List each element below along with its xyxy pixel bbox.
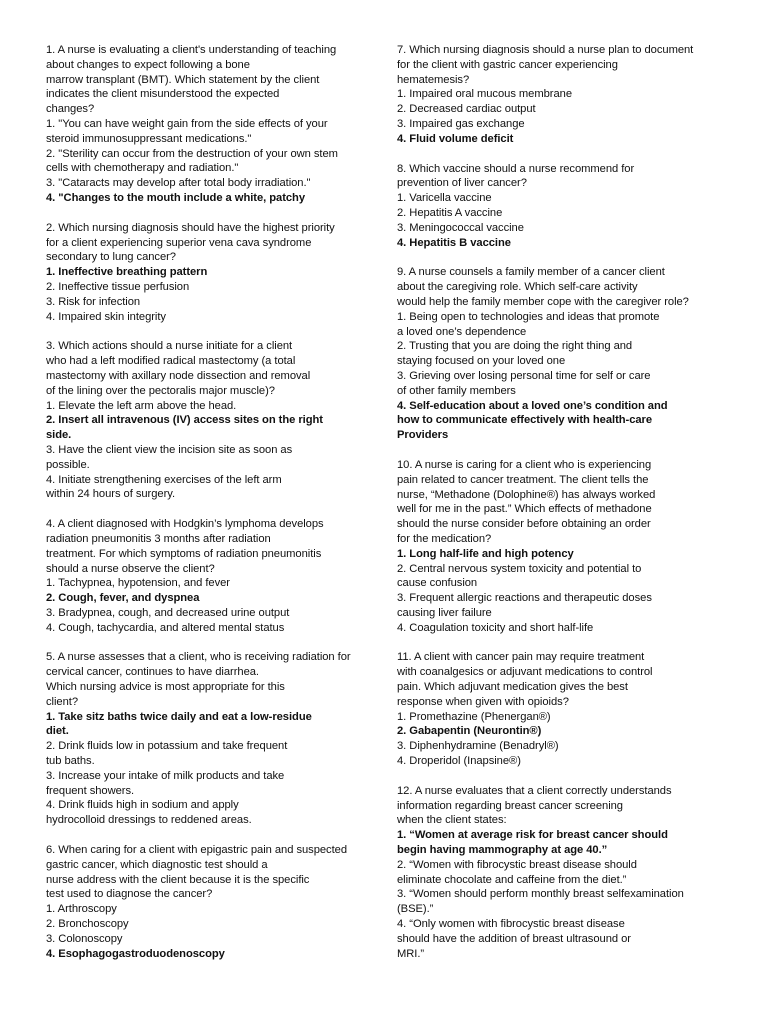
- text-line: gastric cancer, which diagnostic test should a: [46, 858, 268, 871]
- text-line: 3. Diphenhydramine (Benadryl®): [397, 740, 559, 753]
- text-line: 4. A client diagnosed with Hodgkin’s lymphoma develops: [46, 518, 324, 531]
- text-line: 2. Decreased cardiac output: [397, 103, 536, 116]
- text-line: for the client with gastric cancer experiencing: [397, 58, 618, 71]
- text-line: 2. Central nervous system toxicity and potential to: [397, 562, 642, 575]
- text-line: would help the family member cope with the caregiver role?: [397, 295, 689, 308]
- right-column: [397, 43, 737, 976]
- question-block: [46, 517, 386, 635]
- text-line: 1. A nurse is evaluating a client's understanding of teaching: [46, 44, 337, 56]
- text-line: 4. “Only women with fibrocystic breast disease: [397, 918, 625, 931]
- text-line: 2. Bronchoscopy: [46, 918, 129, 931]
- text-line: a loved one’s dependence: [397, 325, 527, 338]
- text-line: nurse address with the client because it is the specific: [46, 873, 310, 886]
- text-line: 3. Have the client view the incision site as soon as: [46, 443, 293, 456]
- text-line: (BSE).”: [397, 903, 434, 916]
- text-line: 3. Colonoscopy: [46, 932, 123, 945]
- text-line: response when given with opioids?: [397, 695, 569, 708]
- question-block: [46, 43, 386, 206]
- text-line: 3. Which actions should a nurse initiate for a client: [46, 340, 293, 353]
- text-line: 3. Grieving over losing personal time for self or care: [397, 369, 651, 382]
- text-line: nurse, “Methadone (Dolophine®) has always worked: [397, 488, 656, 501]
- text-line: MRI.”: [397, 947, 425, 960]
- question-block: [397, 458, 737, 636]
- answer-line: 1. “Women at average risk for breast cancer should: [397, 829, 668, 842]
- answer-line: diet.: [46, 725, 69, 738]
- text-line: 4. Drink fluids high in sodium and apply: [46, 799, 239, 812]
- text-line: 3. "Cataracts may develop after total body irradiation.": [46, 177, 311, 190]
- text-line: 11. A client with cancer pain may require treatment: [397, 651, 645, 664]
- text-line: 1. Being open to technologies and ideas that promote: [397, 310, 660, 323]
- text-line: 3. Frequent allergic reactions and therapeutic doses: [397, 592, 652, 605]
- text-line: cells with chemotherapy and radiation.": [46, 162, 239, 175]
- text-line: should have the addition of breast ultrasound or: [397, 932, 631, 945]
- text-line: 3. “Women should perform monthly breast selfexamination: [397, 888, 684, 901]
- text-line: of the lining over the pectoralis major muscle)?: [46, 384, 275, 397]
- text-line: 3. Meningococcal vaccine: [397, 221, 524, 234]
- question-block: [397, 784, 737, 962]
- left-column: [46, 43, 386, 976]
- text-line: 2. Drink fluids low in potassium and take frequent: [46, 740, 288, 753]
- answer-line: 4. Hepatitis B vaccine: [397, 236, 511, 249]
- text-line: 2. Trusting that you are doing the right thing and: [397, 340, 633, 353]
- text-line: pain. Which adjuvant medication gives the best: [397, 681, 628, 694]
- answer-line: begin having mammography at age 40.”: [397, 844, 608, 857]
- answer-line: 4. "Changes to the mouth include a white, patchy: [46, 191, 306, 204]
- text-line: causing liver failure: [397, 606, 492, 619]
- text-line: of other family members: [397, 384, 516, 397]
- answer-line: 1. Long half-life and high potency: [397, 547, 574, 560]
- text-line: 1. Elevate the left arm above the head.: [46, 399, 237, 412]
- text-line: with coanalgesics or adjuvant medications to control: [397, 666, 653, 679]
- text-line: who had a left modified radical mastectomy (a total: [46, 355, 296, 368]
- text-line: 2. “Women with fibrocystic breast disease should: [397, 858, 637, 871]
- text-line: mastectomy with axillary node dissection and removal: [46, 369, 311, 382]
- text-line: treatment. For which symptoms of radiation pneumonitis: [46, 547, 322, 560]
- answer-line: 2. Gabapentin (Neurontin®): [397, 725, 542, 738]
- text-line: 4. Droperidol (Inapsine®): [397, 755, 521, 768]
- answer-line: 2. Insert all intravenous (IV) access sites on the right: [46, 414, 323, 427]
- text-line: 4. Coagulation toxicity and short half-life: [397, 621, 594, 634]
- text-line: when the client states:: [397, 814, 507, 827]
- text-line: eliminate chocolate and caffeine from the diet.”: [397, 873, 627, 886]
- text-line: 1. Varicella vaccine: [397, 192, 492, 205]
- text-line: 1. Promethazine (Phenergan®): [397, 710, 551, 723]
- text-line: secondary to lung cancer?: [46, 251, 176, 264]
- text-line: 9. A nurse counsels a family member of a cancer client: [397, 266, 665, 279]
- text-line: 1. "You can have weight gain from the side effects of your: [46, 117, 328, 130]
- answer-line: Providers: [397, 429, 449, 442]
- text-line: marrow transplant (BMT). Which statement by the client: [46, 73, 320, 86]
- answer-line: 2. Cough, fever, and dyspnea: [46, 592, 200, 605]
- text-line: 10. A nurse is caring for a client who is experiencing: [397, 458, 652, 471]
- text-line: 1. Arthroscopy: [46, 903, 117, 916]
- text-line: radiation pneumonitis 3 months after radiation: [46, 532, 271, 545]
- text-line: 4. Impaired skin integrity: [46, 310, 166, 323]
- text-line: 5. A nurse assesses that a client, who is receiving radiation for: [46, 651, 351, 664]
- answer-line: 1. Take sitz baths twice daily and eat a low-residue: [46, 710, 312, 723]
- answer-line: 4. Fluid volume deficit: [397, 132, 514, 145]
- text-line: steroid immunosuppressant medications.": [46, 132, 252, 145]
- text-line: cervical cancer, continues to have diarrhea.: [46, 666, 259, 679]
- text-line: Which nursing advice is most appropriate for this: [46, 681, 285, 694]
- answer-line: 4. Esophagogastroduodenoscopy: [46, 947, 225, 960]
- text-line: should the nurse consider before obtaining an order: [397, 518, 651, 531]
- text-line: 8. Which vaccine should a nurse recommend for: [397, 162, 635, 175]
- text-line: test used to diagnose the cancer?: [46, 888, 213, 901]
- text-line: 12. A nurse evaluates that a client correctly understands: [397, 784, 672, 797]
- text-line: for a client experiencing superior vena cava syndrome: [46, 236, 312, 249]
- text-line: well for me in the past.” Which effects of methadone: [397, 503, 652, 516]
- answer-line: side.: [46, 429, 72, 442]
- question-block: [46, 339, 386, 502]
- text-line: 2. Ineffective tissue perfusion: [46, 280, 190, 293]
- text-line: should a nurse observe the client?: [46, 562, 215, 575]
- text-line: 7. Which nursing diagnosis should a nurse plan to document: [397, 44, 694, 56]
- text-line: 3. Risk for infection: [46, 295, 141, 308]
- answer-line: how to communicate effectively with health-care: [397, 414, 653, 427]
- text-line: hydrocolloid dressings to reddened areas.: [46, 814, 252, 827]
- text-line: 6. When caring for a client with epigastric pain and suspected: [46, 844, 347, 857]
- text-line: for the medication?: [397, 532, 492, 545]
- question-block: [397, 162, 737, 251]
- text-line: changes?: [46, 103, 95, 116]
- text-line: about changes to expect following a bone: [46, 58, 250, 71]
- text-line: 4. Initiate strengthening exercises of the left arm: [46, 473, 282, 486]
- text-line: frequent showers.: [46, 784, 135, 797]
- question-block: [397, 650, 737, 768]
- text-line: 2. "Sterility can occur from the destruction of your own stem: [46, 147, 338, 160]
- text-line: 3. Increase your intake of milk products and take: [46, 769, 285, 782]
- text-line: staying focused on your loved one: [397, 355, 566, 368]
- text-line: about the caregiving role. Which self-care activity: [397, 281, 638, 294]
- answer-line: 4. Self-education about a loved one’s condition and: [397, 399, 668, 412]
- text-line: within 24 hours of surgery.: [46, 488, 176, 501]
- text-line: 2. Which nursing diagnosis should have the highest priority: [46, 221, 335, 234]
- text-line: 1. Tachypnea, hypotension, and fever: [46, 577, 230, 590]
- text-line: 3. Bradypnea, cough, and decreased urine output: [46, 606, 290, 619]
- text-line: 1. Impaired oral mucous membrane: [397, 88, 572, 101]
- question-block: [46, 221, 386, 325]
- text-line: cause confusion: [397, 577, 478, 590]
- question-block: [46, 843, 386, 961]
- text-line: 4. Cough, tachycardia, and altered mental status: [46, 621, 285, 634]
- text-line: tub baths.: [46, 755, 95, 768]
- text-line: prevention of liver cancer?: [397, 177, 527, 190]
- question-block: [397, 43, 737, 147]
- text-line: information regarding breast cancer screening: [397, 799, 623, 812]
- text-line: pain related to cancer treatment. The client tells the: [397, 473, 649, 486]
- text-line: indicates the client misunderstood the expected: [46, 88, 280, 101]
- text-line: 2. Hepatitis A vaccine: [397, 206, 503, 219]
- text-line: possible.: [46, 458, 90, 471]
- text-line: client?: [46, 695, 78, 708]
- question-block: [397, 265, 737, 443]
- text-line: hematemesis?: [397, 73, 470, 86]
- text-line: 3. Impaired gas exchange: [397, 117, 525, 130]
- answer-line: 1. Ineffective breathing pattern: [46, 266, 208, 279]
- question-block: [46, 650, 386, 828]
